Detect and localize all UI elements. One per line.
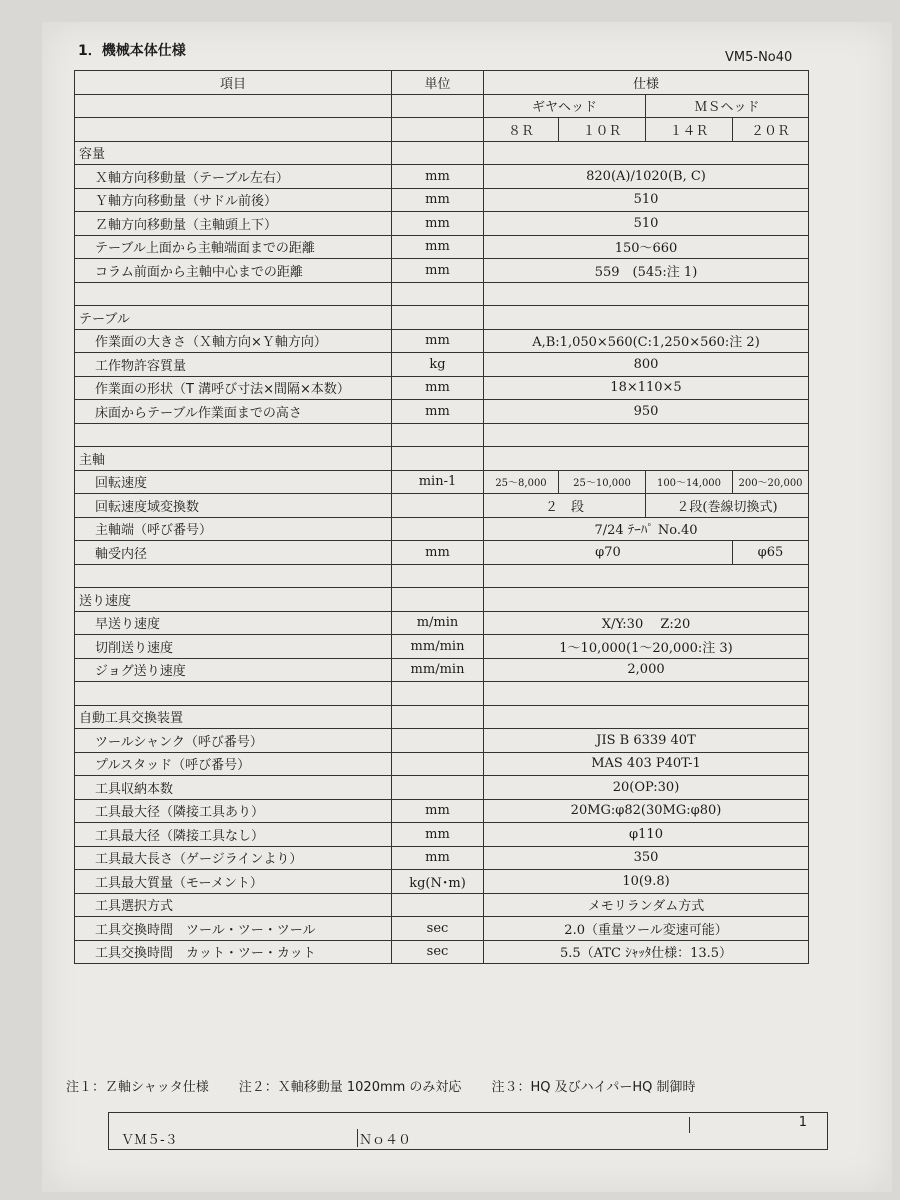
item-unit: mm/min [392, 658, 484, 682]
item-value: 10(9.8) [484, 870, 809, 894]
section-row-spindle [75, 447, 809, 471]
blank-row [75, 282, 809, 306]
table-row [75, 823, 809, 847]
section-title: 1．機械本体仕様 [78, 43, 186, 59]
item-unit: kg [392, 353, 484, 377]
note-1: 注１：Ｚ軸シャッタ仕様 [66, 1080, 209, 1095]
speed-14r: 100～14,000 [646, 470, 733, 494]
item-unit [392, 729, 484, 753]
footer-no: Ｎｏ４０ [359, 1133, 412, 1148]
item-unit: mm [392, 541, 484, 565]
item-unit: mm [392, 400, 484, 424]
table-row [75, 799, 809, 823]
table-row [75, 400, 809, 424]
header-20r: ２０Ｒ [733, 118, 809, 142]
item-label: 作業面の大きさ（Ｘ軸方向×Ｙ軸方向） [75, 329, 392, 353]
item-value: 820(A)/1020(B, C) [484, 165, 809, 189]
item-unit: mm/min [392, 635, 484, 659]
item-value: MAS 403 P40T-1 [484, 752, 809, 776]
header-spec: 仕様 [484, 71, 809, 95]
item-unit: sec [392, 940, 484, 964]
table-row [75, 212, 809, 236]
item-value: 5.5（ATC ｼｬｯﾀ仕様：13.5） [484, 940, 809, 964]
item-value: 20(OP:30) [484, 776, 809, 800]
item-unit [392, 752, 484, 776]
item-value: φ110 [484, 823, 809, 847]
item-label: Ｚ軸方向移動量（主軸頭上下） [75, 212, 392, 236]
item-unit: mm [392, 846, 484, 870]
section-table: テーブル [75, 306, 392, 330]
item-unit: mm [392, 329, 484, 353]
item-label: 主軸端（呼び番号） [75, 517, 392, 541]
item-label: 工具最大質量（モーメント） [75, 870, 392, 894]
item-value: 2.0（重量ツール変速可能） [484, 917, 809, 941]
table-row [75, 165, 809, 189]
table-row [75, 376, 809, 400]
table-row [75, 752, 809, 776]
item-unit: m/min [392, 611, 484, 635]
item-value: 7/24 ﾃｰﾊﾟ No.40 [484, 517, 809, 541]
note-2: 注２：Ｘ軸移動量 1020mm のみ対応 [238, 1080, 462, 1095]
item-label: 作業面の形状（T 溝呼び寸法×間隔×本数） [75, 376, 392, 400]
item-unit: sec [392, 917, 484, 941]
item-value: 1～10,000(1～20,000:注 3) [484, 635, 809, 659]
section-row-atc [75, 705, 809, 729]
item-value: X/Y:30 Z:20 [484, 611, 809, 635]
table-row [75, 635, 809, 659]
bearing-gear: φ70 [484, 541, 733, 565]
item-value: 350 [484, 846, 809, 870]
item-unit: mm [392, 799, 484, 823]
item-label: 工具選択方式 [75, 893, 392, 917]
header-gear-head: ギヤヘッド [484, 94, 646, 118]
item-unit: mm [392, 823, 484, 847]
table-row [75, 329, 809, 353]
table-row [75, 846, 809, 870]
item-unit: mm [392, 188, 484, 212]
footer-page-number: 1 [798, 1115, 807, 1130]
item-unit: mm [392, 376, 484, 400]
item-unit: mm [392, 235, 484, 259]
item-unit: mm [392, 212, 484, 236]
table-row [75, 188, 809, 212]
table-row [75, 235, 809, 259]
item-label: Ｙ軸方向移動量（サドル前後） [75, 188, 392, 212]
header-row-heads [75, 94, 809, 118]
item-label: 軸受内径 [75, 541, 392, 565]
item-value: JIS B 6339 40T [484, 729, 809, 753]
item-unit: mm [392, 259, 484, 283]
item-value: 510 [484, 212, 809, 236]
table-row [75, 893, 809, 917]
item-value: 559 (545:注 1) [484, 259, 809, 283]
speed-8r: 25～8,000 [484, 470, 559, 494]
item-label: 工具収納本数 [75, 776, 392, 800]
note-3: 注３：HQ 及びハイパーHQ 制御時 [491, 1080, 696, 1095]
footnotes [66, 1076, 836, 1095]
section-atc: 自動工具交換装置 [75, 705, 392, 729]
spec-table [74, 70, 809, 964]
item-value: 18×110×5 [484, 376, 809, 400]
item-label: プルスタッド（呼び番号） [75, 752, 392, 776]
table-row [75, 470, 809, 494]
item-label: ツールシャンク（呼び番号） [75, 729, 392, 753]
item-label: ジョグ送り速度 [75, 658, 392, 682]
table-row [75, 541, 809, 565]
item-unit: kg(N･m) [392, 870, 484, 894]
item-label: 工具最大径（隣接工具なし） [75, 823, 392, 847]
header-ms-head: ＭＳヘッド [646, 94, 809, 118]
item-value: 950 [484, 400, 809, 424]
item-value: 510 [484, 188, 809, 212]
item-label: Ｘ軸方向移動量（テーブル左右） [75, 165, 392, 189]
header-8r: ８Ｒ [484, 118, 559, 142]
item-label: 回転速度域変換数 [75, 494, 392, 518]
header-item: 項目 [75, 71, 392, 95]
item-unit: min-1 [392, 470, 484, 494]
table-row [75, 517, 809, 541]
section-row-table [75, 306, 809, 330]
table-row [75, 658, 809, 682]
header-10r: １０Ｒ [559, 118, 646, 142]
document-code: VM5-No40 [725, 50, 793, 65]
item-label: テーブル上面から主軸端面までの距離 [75, 235, 392, 259]
speed-10r: 25～10,000 [559, 470, 646, 494]
table-row [75, 353, 809, 377]
header-14r: １４Ｒ [646, 118, 733, 142]
footer-divider [357, 1129, 358, 1147]
item-unit [392, 776, 484, 800]
item-label: 工作物許容質量 [75, 353, 392, 377]
item-label: 回転速度 [75, 470, 392, 494]
item-label: コラム前面から主軸中心までの距離 [75, 259, 392, 283]
table-row [75, 940, 809, 964]
table-row [75, 776, 809, 800]
table-row [75, 259, 809, 283]
footer-divider [689, 1117, 690, 1133]
header-row [75, 71, 809, 95]
item-label: 早送り速度 [75, 611, 392, 635]
section-feed: 送り速度 [75, 588, 392, 612]
table-row [75, 870, 809, 894]
item-label: 工具交換時間 カット・ツー・カット [75, 940, 392, 964]
item-value: 800 [484, 353, 809, 377]
page-footer [108, 1112, 828, 1150]
blank-row [75, 682, 809, 706]
bearing-20r: φ65 [733, 541, 809, 565]
section-row-feed [75, 588, 809, 612]
item-value: 20MG:φ82(30MG:φ80) [484, 799, 809, 823]
item-value: 150～660 [484, 235, 809, 259]
table-row [75, 611, 809, 635]
table-row [75, 494, 809, 518]
footer-model: ＶＭ５-３ [121, 1133, 178, 1148]
item-value: メモリランダム方式 [484, 893, 809, 917]
blank-row [75, 564, 809, 588]
table-row [75, 729, 809, 753]
item-label: 切削送り速度 [75, 635, 392, 659]
item-label: 工具最大径（隣接工具あり） [75, 799, 392, 823]
item-label: 床面からテーブル作業面までの高さ [75, 400, 392, 424]
item-value: 2,000 [484, 658, 809, 682]
section-spindle: 主軸 [75, 447, 392, 471]
item-label: 工具交換時間 ツール・ツー・ツール [75, 917, 392, 941]
item-unit: mm [392, 165, 484, 189]
header-unit: 単位 [392, 71, 484, 95]
item-unit [392, 893, 484, 917]
blank-row [75, 423, 809, 447]
item-value: A,B:1,050×560(C:1,250×560:注 2) [484, 329, 809, 353]
item-label: 工具最大長さ（ゲージラインより） [75, 846, 392, 870]
range-gear: ２ 段 [484, 494, 646, 518]
table-row [75, 917, 809, 941]
section-row-capacity [75, 141, 809, 165]
speed-20r: 200～20,000 [733, 470, 809, 494]
header-row-models [75, 118, 809, 142]
range-ms: ２段(巻線切換式) [646, 494, 809, 518]
section-capacity: 容量 [75, 141, 392, 165]
